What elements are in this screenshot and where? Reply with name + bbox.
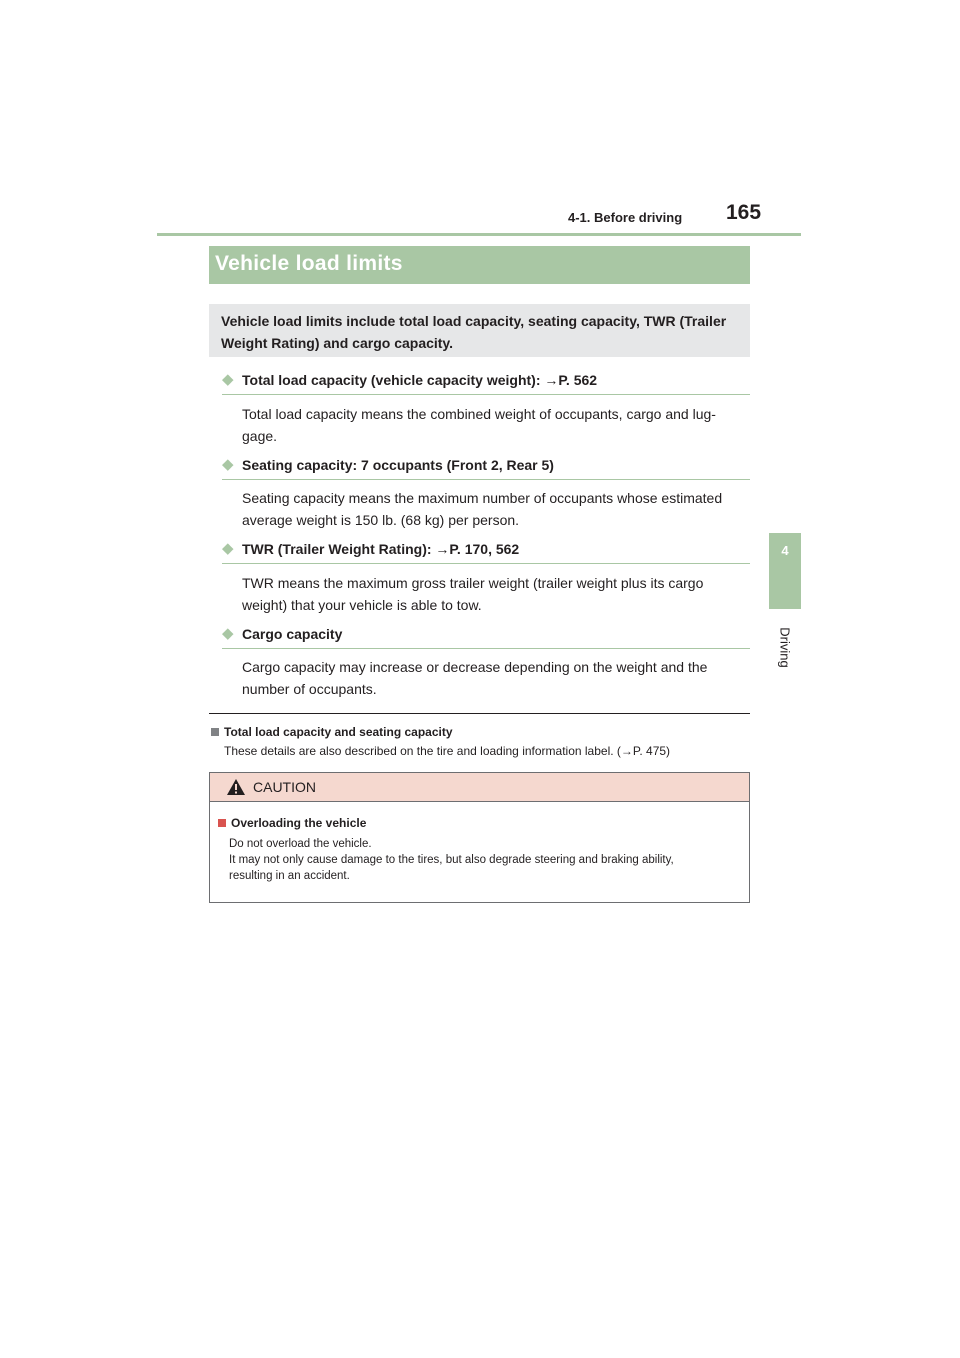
header-rule: [157, 233, 801, 236]
caution-text-line: Do not overload the vehicle.: [229, 838, 372, 850]
caution-header: [210, 773, 749, 802]
item-title: Seating capacity: 7 occupants (Front 2, Rear 5): [242, 457, 554, 473]
intro-text: [221, 310, 743, 354]
item-title: TWR (Trailer Weight Rating): →P. 170, 562: [242, 541, 520, 557]
diamond-bullet-icon: ◆: [222, 371, 234, 388]
section-divider: [209, 713, 750, 714]
item-heading: [222, 457, 750, 480]
item-heading: [222, 541, 750, 564]
page-title: Vehicle load limits: [215, 252, 403, 275]
caution-text-line: resulting in an accident.: [229, 870, 350, 882]
caution-title: CAUTION: [253, 779, 316, 795]
diamond-bullet-icon: ◆: [222, 540, 234, 557]
diamond-bullet-icon: ◆: [222, 625, 234, 642]
note-heading: [211, 725, 453, 739]
item-heading: [222, 626, 750, 649]
item-body-line: average weight is 150 lb. (68 kg) per person.: [242, 512, 520, 528]
chapter-tab-number: 4: [781, 543, 789, 558]
note-heading-text: Total load capacity and seating capacity: [224, 725, 453, 739]
item-body: [242, 656, 745, 700]
caution-heading: [218, 816, 366, 830]
caution-heading-text: Overloading the vehicle: [231, 816, 367, 830]
square-bullet-icon: [211, 728, 219, 736]
square-bullet-icon: [218, 819, 226, 827]
caution-box: [209, 772, 750, 903]
item-body-line: gage.: [242, 428, 278, 444]
item-body-line: Total load capacity means the combined weight of occupants, cargo and lug-: [242, 406, 716, 422]
item-body: [242, 487, 745, 531]
caution-text-line: It may not only cause damage to the tires, but also degrade steering and braking ability,: [229, 854, 674, 866]
warning-triangle-icon: [226, 778, 246, 796]
item-body-line: TWR means the maximum gross trailer weight (trailer weight plus its cargo: [242, 575, 704, 591]
item-body: [242, 572, 745, 616]
item-body-line: Seating capacity means the maximum number of occupants whose estimated: [242, 490, 723, 506]
item-body-line: weight) that your vehicle is able to tow.: [242, 597, 482, 613]
item-title: Cargo capacity: [242, 626, 343, 642]
chapter-tab-label: Driving: [777, 627, 793, 668]
note-body: These details are also described on the tire and loading information label. (→P. 475): [224, 744, 671, 758]
item-body: [242, 403, 745, 447]
intro-line-2: Weight Rating) and cargo capacity.: [221, 335, 454, 351]
intro-line-1: Vehicle load limits include total load capacity, seating capacity, TWR (Trailer: [221, 313, 727, 329]
item-body-line: number of occupants.: [242, 681, 377, 697]
item-heading: [222, 372, 750, 395]
section-header: 4-1. Before driving: [568, 210, 683, 225]
section-title-bar: [209, 246, 750, 284]
item-body-line: Cargo capacity may increase or decrease depending on the weight and the: [242, 659, 708, 675]
intro-box: [209, 304, 750, 357]
item-title: Total load capacity (vehicle capacity weight): →P. 562: [242, 372, 598, 388]
page-number: 165: [726, 201, 762, 224]
diamond-bullet-icon: ◆: [222, 456, 234, 473]
